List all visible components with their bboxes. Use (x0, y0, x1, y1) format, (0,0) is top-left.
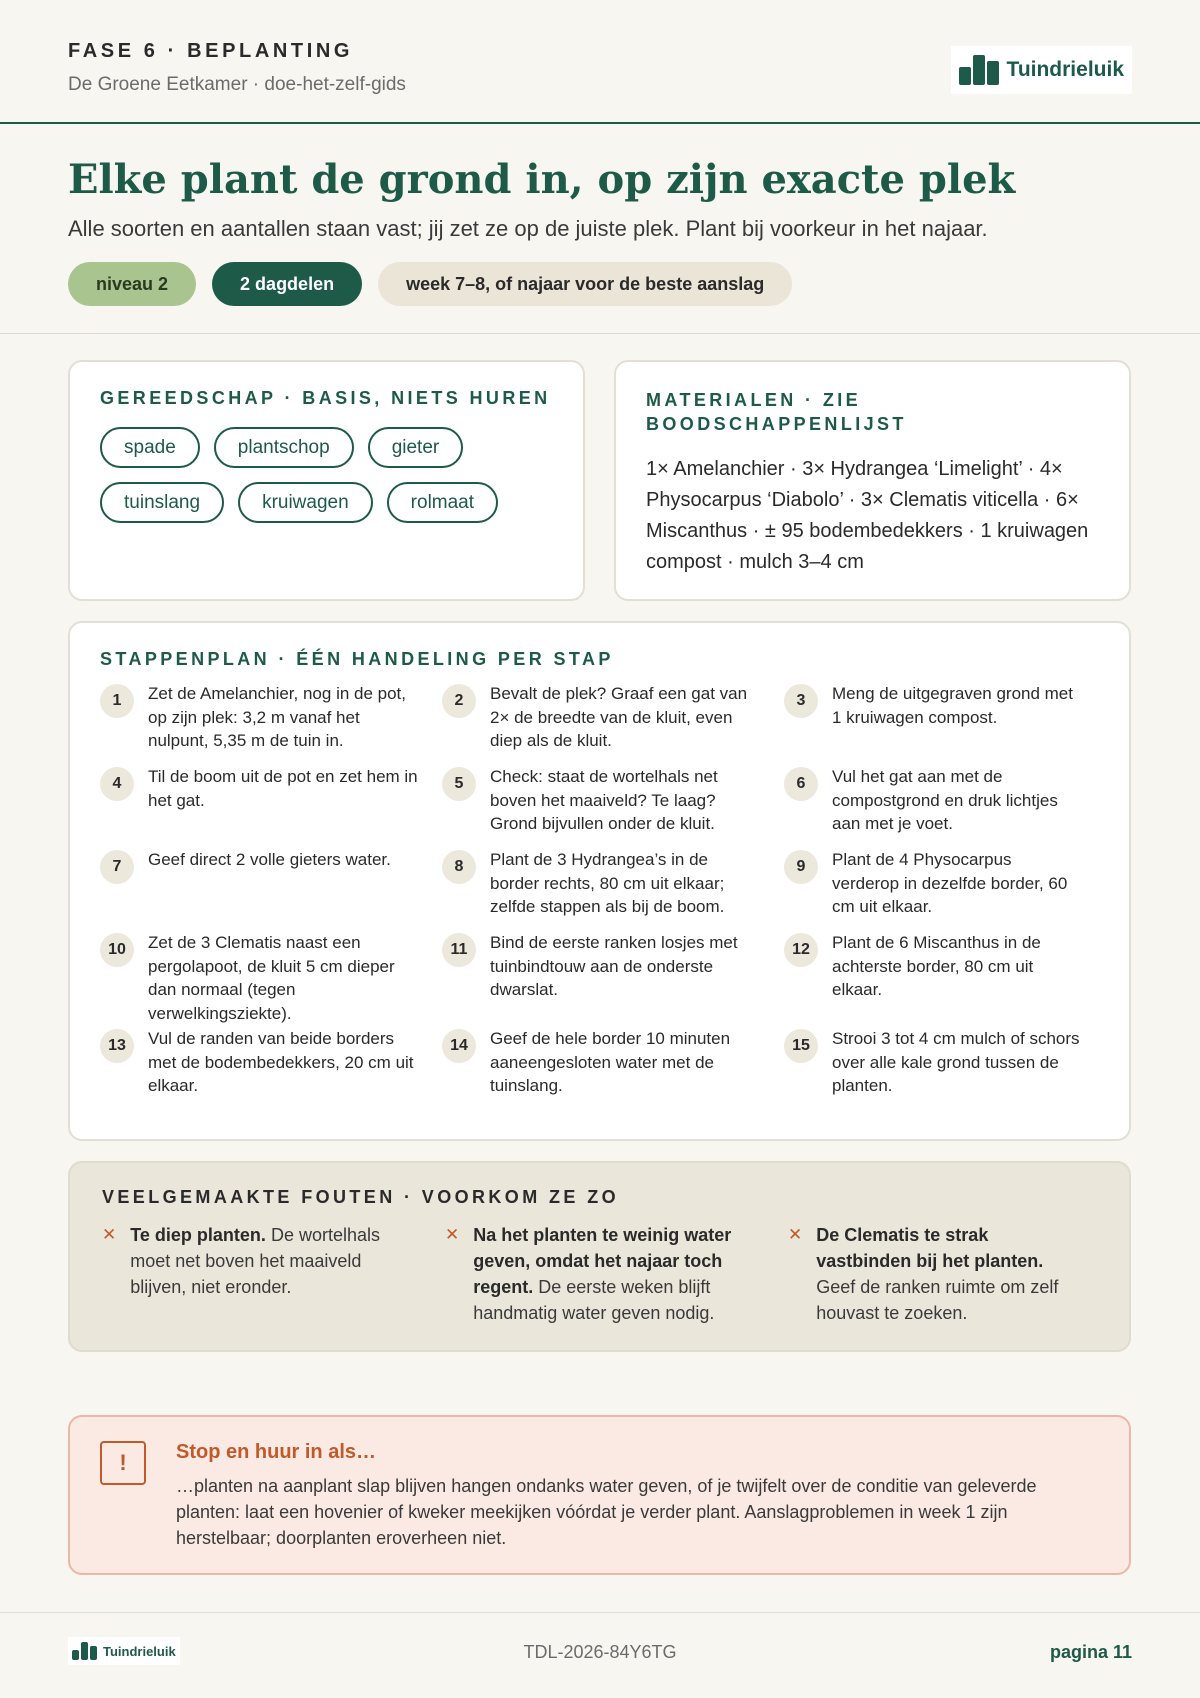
steps-card (68, 621, 1131, 1141)
step-number: 15 (784, 1029, 818, 1063)
tool-tag: kruiwagen (238, 482, 373, 523)
step-text: Check: staat de wortelhals net boven het maaiveld? Te laag? Grond bijvullen onder de kluit. (490, 767, 718, 833)
step-number: 12 (784, 933, 818, 967)
steps-list (100, 682, 1099, 1110)
tool-tag: rolmaat (387, 482, 498, 523)
mistake-heading: Te diep planten. (130, 1225, 266, 1245)
step-item (442, 931, 784, 1027)
mistakes-list (102, 1222, 1097, 1326)
hero-section (0, 126, 1200, 334)
mistake-text: Geef de ranken ruimte om zelf houvast te zoeken. (816, 1277, 1059, 1323)
step-item (784, 765, 1104, 848)
logo-text: Tuindrieluik (1006, 58, 1124, 81)
step-item (100, 1027, 442, 1110)
step-text: Vul het gat aan met de compostgrond en druk lichtjes aan met je voet. (832, 767, 1058, 833)
page-header (0, 0, 1200, 124)
materials-title: MATERIALEN · ZIE BOODSCHAPPENLIJST (646, 390, 907, 434)
alert-title: Stop en huur in als… (176, 1441, 377, 1463)
mistake-heading: De Clematis te strak vastbinden bij het planten. (816, 1225, 1044, 1271)
step-number: 1 (100, 684, 134, 718)
step-text: Meng de uitgegraven grond met 1 kruiwagen compost. (832, 684, 1073, 727)
step-text: Til de boom uit de pot en zet hem in het gat. (148, 767, 418, 810)
step-text: Plant de 6 Miscanthus in de achterste border, 80 cm uit elkaar. (832, 933, 1041, 999)
step-number: 11 (442, 933, 476, 967)
duration-badge: 2 dagdelen (212, 262, 362, 306)
level-badge: niveau 2 (68, 262, 196, 306)
footer-logo-text: Tuindrieluik (103, 1643, 176, 1659)
page-footer (0, 1612, 1200, 1698)
phase-label: FASE 6 · BEPLANTING (68, 40, 354, 62)
step-item (442, 765, 784, 848)
step-item (784, 1027, 1104, 1110)
step-item (442, 682, 784, 765)
step-text: Plant de 4 Physocarpus verderop in dezelfde border, 60 cm uit elkaar. (832, 850, 1068, 916)
mistakes-card (68, 1161, 1131, 1352)
materials-list: 1× Amelanchier · 3× Hydrangea ‘Limelight’ · 4× Physocarpus ‘Diabolo’ · 3× Clematis viticella · 6× Miscanthus · ± 95 bodembedekkers · 1 kruiwagen compost · mulch 3–4 cm (646, 458, 1089, 573)
mistake-item (102, 1222, 445, 1326)
tools-list (100, 427, 530, 523)
tool-tag: gieter (368, 427, 464, 468)
step-text: Vul de randen van beide borders met de bodembedekkers, 20 cm uit elkaar. (148, 1029, 414, 1095)
step-item (784, 682, 1104, 765)
step-text: Bind de eerste ranken losjes met tuinbindtouw aan de onderste dwarslat. (490, 933, 738, 999)
step-item (784, 848, 1104, 931)
step-number: 3 (784, 684, 818, 718)
logo-mark-icon (959, 55, 999, 85)
page-number: pagina 11 (1049, 1642, 1132, 1662)
step-item (100, 848, 442, 931)
step-number: 14 (442, 1029, 476, 1063)
step-item (442, 848, 784, 931)
mistake-text: De eerste weken blijft handmatig water geven nodig. (473, 1277, 715, 1323)
page-title: Elke plant de grond in, op zijn exacte plek (68, 156, 1016, 203)
step-number: 6 (784, 767, 818, 801)
cross-icon: ✕ (102, 1225, 117, 1244)
step-number: 8 (442, 850, 476, 884)
step-number: 7 (100, 850, 134, 884)
tools-title: GEREEDSCHAP · BASIS, NIETS HUREN (100, 388, 551, 408)
step-text: Geef de hele border 10 minuten aaneengesloten water met de tuinslang. (490, 1029, 731, 1095)
schedule-badge: week 7–8, of najaar voor de beste aanslag (378, 262, 792, 306)
step-text: Zet de 3 Clematis naast een pergolapoot, de kluit 5 cm dieper dan normaal (tegen verwelkingsziekte). (148, 933, 395, 1023)
cross-icon: ✕ (788, 1225, 803, 1244)
step-text: Plant de 3 Hydrangea’s in de border rechts, 80 cm uit elkaar; zelfde stappen als bij de boom. (490, 850, 725, 916)
step-item (784, 931, 1104, 1027)
mistake-heading: Na het planten te weinig water geven, omdat het najaar toch regent. (473, 1225, 732, 1297)
guide-subtitle: De Groene Eetkamer · doe-het-zelf-gids (68, 74, 406, 95)
alert-text: …planten na aanplant slap blijven hangen ondanks water geven, of je twijfelt over de conditie van geleverde planten: laat een hovenier of kweker meekijken vóórdat je verder plant. Aanslagproblemen in week 1 zijn herstelbaar; doorplanten eroverheen niet. (176, 1476, 1037, 1548)
cross-icon: ✕ (445, 1225, 460, 1244)
step-item (442, 1027, 784, 1110)
brand-logo (951, 46, 1132, 94)
document-id: TDL-2026-84Y6TG (523, 1642, 677, 1662)
tools-card (68, 360, 585, 601)
step-number: 13 (100, 1029, 134, 1063)
meta-pills (68, 262, 792, 306)
warning-icon: ! (100, 1441, 146, 1485)
step-text: Bevalt de plek? Graaf een gat van 2× de breedte van de kluit, even diep als de kluit. (490, 684, 748, 750)
step-number: 10 (100, 933, 134, 967)
step-number: 2 (442, 684, 476, 718)
step-item (100, 682, 442, 765)
step-text: Strooi 3 tot 4 cm mulch of schors over alle kale grond tussen de planten. (832, 1029, 1080, 1095)
materials-card (614, 360, 1131, 601)
step-number: 4 (100, 767, 134, 801)
step-item (100, 931, 442, 1027)
tool-tag: tuinslang (100, 482, 224, 523)
step-text: Geef direct 2 volle gieters water. (148, 850, 391, 869)
step-text: Zet de Amelanchier, nog in de pot, op zijn plek: 3,2 m vanaf het nulpunt, 5,35 m de tuin in. (148, 684, 407, 750)
mistake-text: De wortelhals moet net boven het maaiveld blijven, niet eronder. (130, 1225, 380, 1297)
tool-tag: plantschop (214, 427, 354, 468)
step-number: 9 (784, 850, 818, 884)
tool-tag: spade (100, 427, 200, 468)
step-item (100, 765, 442, 848)
page-lead: Alle soorten en aantallen staan vast; jij zet ze op de juiste plek. Plant bij voorkeur in het najaar. (68, 216, 988, 241)
mistake-item (445, 1222, 788, 1326)
mistake-item (788, 1222, 1108, 1326)
step-number: 5 (442, 767, 476, 801)
steps-title: STAPPENPLAN · ÉÉN HANDELING PER STAP (100, 649, 614, 669)
stop-alert (68, 1415, 1131, 1575)
mistakes-title: VEELGEMAAKTE FOUTEN · VOORKOM ZE ZO (102, 1187, 620, 1207)
